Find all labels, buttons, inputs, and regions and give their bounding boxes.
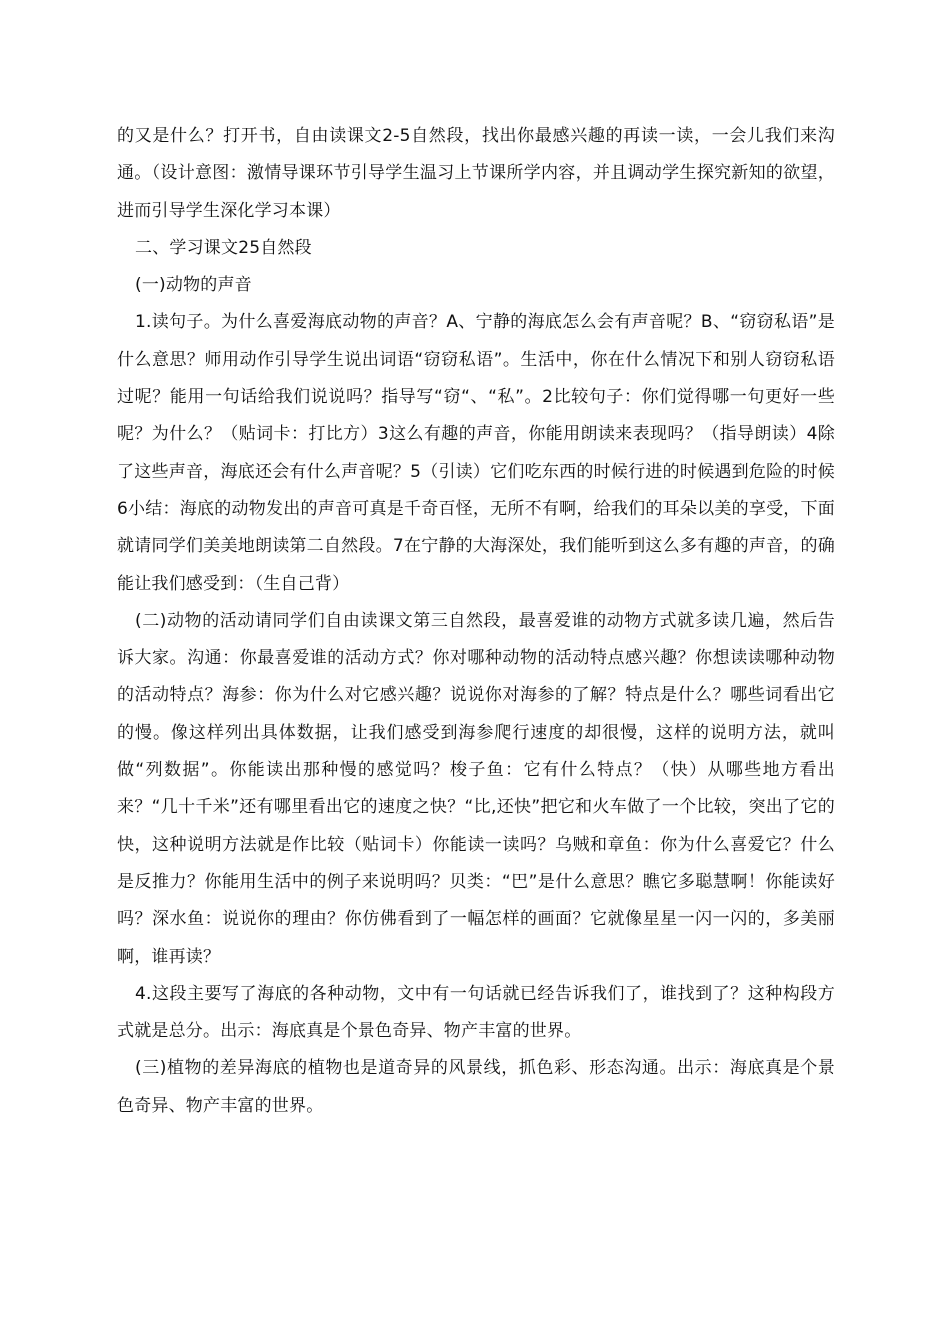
- paragraph-animal-sounds: 1.读句子。为什么喜爱海底动物的声音？A、宁静的海底怎么会有声音呢？B、“窃窃私语”是什么意思？师用动作引导学生说出词语“窃窃私语”。生活中，你在什么情况下和别人窃窃私语过呢？能用一句话给我们说说吗？指导写“窃“、“私”。2比较句子：你们觉得哪一句更好一些呢？为什么？（贴词卡：打比方）3这么有趣的声音，你能用朗读来表现吗？（指导朗读）4除了这些声音，海底还会有什么声音呢？5（引读）它们吃东西的时候行进的时候遇到危险的时候6小结：海底的动物发出的声音可真是千奇百怪，无所不有啊，给我们的耳朵以美的享受，下面就请同学们美美地朗读第二自然段。7在宁静的大海深处，我们能听到这么多有趣的声音，的确能让我们感受到：（生自己背）: [117, 312, 835, 594]
- section-heading-study-text: 二、学习课文25自然段: [135, 237, 312, 258]
- document-body: [117, 118, 835, 1125]
- paragraph-plant-differences: (三)植物的差异海底的植物也是道奇异的风景线，抓色彩、形态沟通。出示：海底真是个景色奇异、物产丰富的世界。: [117, 1058, 835, 1116]
- paragraph-intro-continuation: 的又是什么？打开书，自由读课文2-5自然段，找出你最感兴趣的再读一读，一会儿我们来沟通。（设计意图：激情导课环节引导学生温习上节课所学内容，并且调动学生探究新知的欲望，进而引导学生深化学习本课）: [117, 126, 835, 221]
- paragraph-summary-structure: 4.这段主要写了海底的各种动物，文中有一句话就已经告诉我们了，谁找到了？这种构段方式就是总分。出示：海底真是个景色奇异、物产丰富的世界。: [117, 983, 835, 1042]
- paragraph-animal-activities: (二)动物的活动请同学们自由读课文第三自然段，最喜爱谁的动物方式就多读几遍，然后告诉大家。沟通：你最喜爱谁的活动方式？你对哪种动物的活动特点感兴趣？你想读读哪种动物的活动特点？海参：你为什么对它感兴趣？说说你对海参的了解？特点是什么？哪些词看出它的慢。像这样列出具体数据，让我们感受到海参爬行速度的却很慢，这样的说明方法，就叫做“列数据”。你能读出那种慢的感觉吗？梭子鱼：它有什么特点？（快）从哪些地方看出来？“几十千米”还有哪里看出它的速度之快？“比,还快”把它和火车做了一个比较，突出了它的快，这种说明方法就是作比较（贴词卡）你能读一读吗？乌贼和章鱼：你为什么喜爱它？什么是反推力？你能用生活中的例子来说明吗？贝类：“巴”是什么意思？瞧它多聪慧啊！你能读好吗？深水鱼：说说你的理由？你仿佛看到了一幅怎样的画面？它就像星星一闪一闪的，多美丽啊，谁再读？: [117, 610, 835, 967]
- subsection-heading-animal-sounds: (一)动物的声音: [135, 275, 252, 296]
